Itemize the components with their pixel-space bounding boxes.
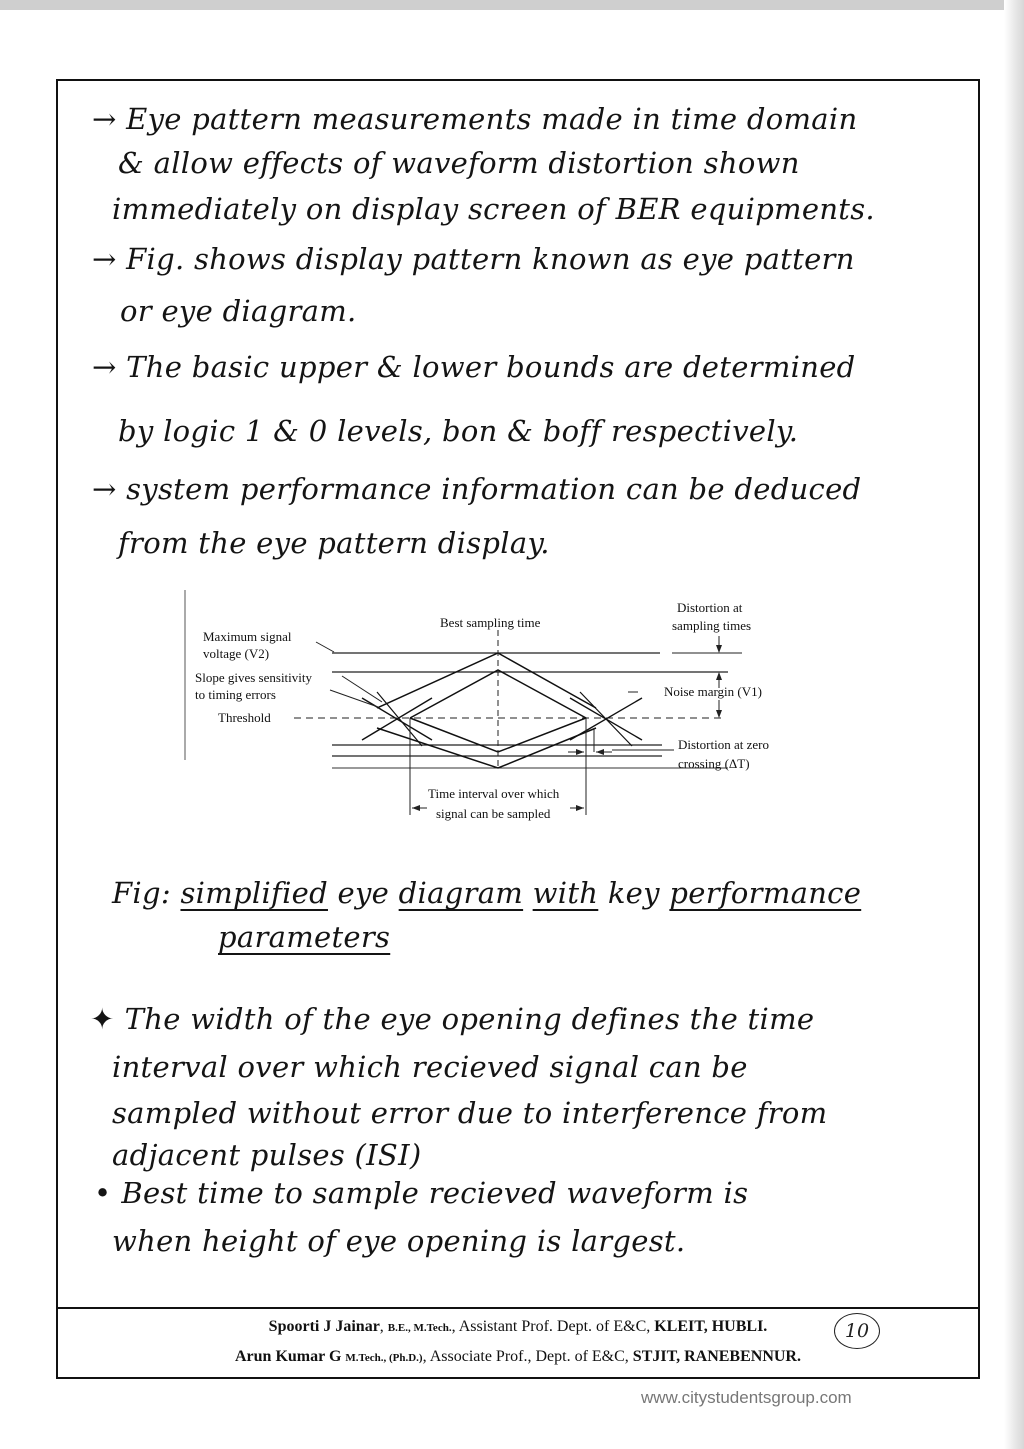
author2-inst: STJIT, RANEBENNUR. xyxy=(632,1348,801,1365)
max-signal-leader xyxy=(316,642,334,652)
point-line-4: adjacent pulses (ISI) xyxy=(112,1138,422,1172)
label-distortion-at: Distortion at xyxy=(677,600,743,615)
label-distortion-zero: Distortion at zero xyxy=(678,737,769,752)
label-sampling-times: sampling times xyxy=(672,618,752,633)
point-line-1-text: The width of the eye opening defines the time xyxy=(124,1002,815,1036)
star-bullet-icon: ✦ xyxy=(90,1002,115,1036)
left-crossing-line-3 xyxy=(377,692,422,746)
label-maximum-signal: Maximum signal xyxy=(203,629,292,644)
note-line-8: → system performance information can be deduced xyxy=(92,472,862,506)
dot-bullet-icon: • xyxy=(94,1176,112,1210)
note-line-7: by logic 1 & 0 levels, bon & boff respectively. xyxy=(118,414,799,448)
right-crossing-line-3 xyxy=(580,692,632,746)
noise-margin-arrowhead-bottom xyxy=(716,710,722,718)
author1-name: Spoorti J Jainar xyxy=(268,1318,380,1335)
label-timing-errors: to timing errors xyxy=(195,687,276,702)
zero-cross-arrowhead-2 xyxy=(596,749,604,755)
point-line-3: sampled without error due to interference from xyxy=(112,1096,828,1130)
footer-divider xyxy=(58,1307,978,1309)
caption-simplified: simplified xyxy=(180,876,328,910)
label-voltage-v2: voltage (V2) xyxy=(203,646,270,661)
label-slope-sensitivity: Slope gives sensitivity xyxy=(195,670,312,685)
point-line-6: when height of eye opening is largest. xyxy=(112,1224,686,1258)
author1-role: Assistant Prof. Dept. of E&C, xyxy=(458,1318,651,1335)
point-line-2: interval over which recieved signal can be xyxy=(112,1050,748,1084)
note-line-6: → The basic upper & lower bounds are determined xyxy=(92,350,856,384)
distortion-arrowhead-top xyxy=(716,645,722,653)
author1-inst: KLEIT, HUBLI. xyxy=(654,1318,768,1335)
interval-arrowhead-left xyxy=(412,805,420,811)
caption-parameters xyxy=(218,918,390,956)
point-line-1 xyxy=(90,1000,814,1038)
note-line-2: & allow effects of waveform distortion shown xyxy=(118,146,800,180)
author1-quals: B.E., M.Tech. xyxy=(387,1322,452,1334)
scan-edge-top xyxy=(0,0,1024,10)
caption-prefix: Fig: xyxy=(112,876,171,910)
eye-outer-top xyxy=(377,653,596,708)
author2-role: Associate Prof., Dept. of E&C, xyxy=(429,1348,629,1365)
author2-name: Arun Kumar G xyxy=(235,1348,342,1365)
caption-performance: performance xyxy=(669,876,862,910)
noise-margin-arrowhead-top xyxy=(716,672,722,680)
caption-key: key xyxy=(607,876,660,910)
eye-diagram-figure xyxy=(182,590,822,830)
footer-author-1: Spoorti J Jainar, B.E., M.Tech., Assistant Prof. Dept. of E&C, KLEIT, HUBLI. xyxy=(268,1318,768,1335)
footer-author-2: Arun Kumar G M.Tech., (Ph.D.), Associate Prof., Dept. of E&C, STJIT, RANEBENNUR. xyxy=(235,1348,801,1365)
website-url[interactable]: www.citystudentsgroup.com xyxy=(641,1388,852,1407)
caption-diagram: diagram xyxy=(398,876,524,910)
label-signal-sampled: signal can be sampled xyxy=(436,806,551,821)
scan-edge-right xyxy=(1004,0,1024,1449)
label-threshold: Threshold xyxy=(218,710,271,725)
note-line-9: from the eye pattern display. xyxy=(118,526,550,560)
figure-caption xyxy=(112,874,861,912)
caption-parameters-text: parameters xyxy=(218,920,391,954)
caption-eye: eye xyxy=(337,876,390,910)
slope-leader-2 xyxy=(330,690,378,707)
label-time-interval: Time interval over which xyxy=(428,786,560,801)
label-best-sampling-time: Best sampling time xyxy=(440,615,541,630)
zero-cross-arrowhead-1 xyxy=(576,749,584,755)
note-line-3: immediately on display screen of BER equipments. xyxy=(112,192,875,226)
page-number-badge: 10 xyxy=(834,1313,880,1349)
author2-quals: M.Tech., (Ph.D.) xyxy=(345,1352,423,1364)
point-line-5-text: Best time to sample recieved waveform is xyxy=(121,1176,749,1210)
interval-arrowhead-right xyxy=(576,805,584,811)
caption-with: with xyxy=(532,876,599,910)
note-line-1: → Eye pattern measurements made in time domain xyxy=(92,102,858,136)
note-line-5: or eye diagram. xyxy=(120,294,357,328)
label-noise-margin: Noise margin (V1) xyxy=(664,684,762,699)
point-line-5 xyxy=(94,1174,748,1212)
label-crossing-delta-t: crossing (ΔT) xyxy=(678,756,750,771)
note-line-4: → Fig. shows display pattern known as eye pattern xyxy=(92,242,855,276)
